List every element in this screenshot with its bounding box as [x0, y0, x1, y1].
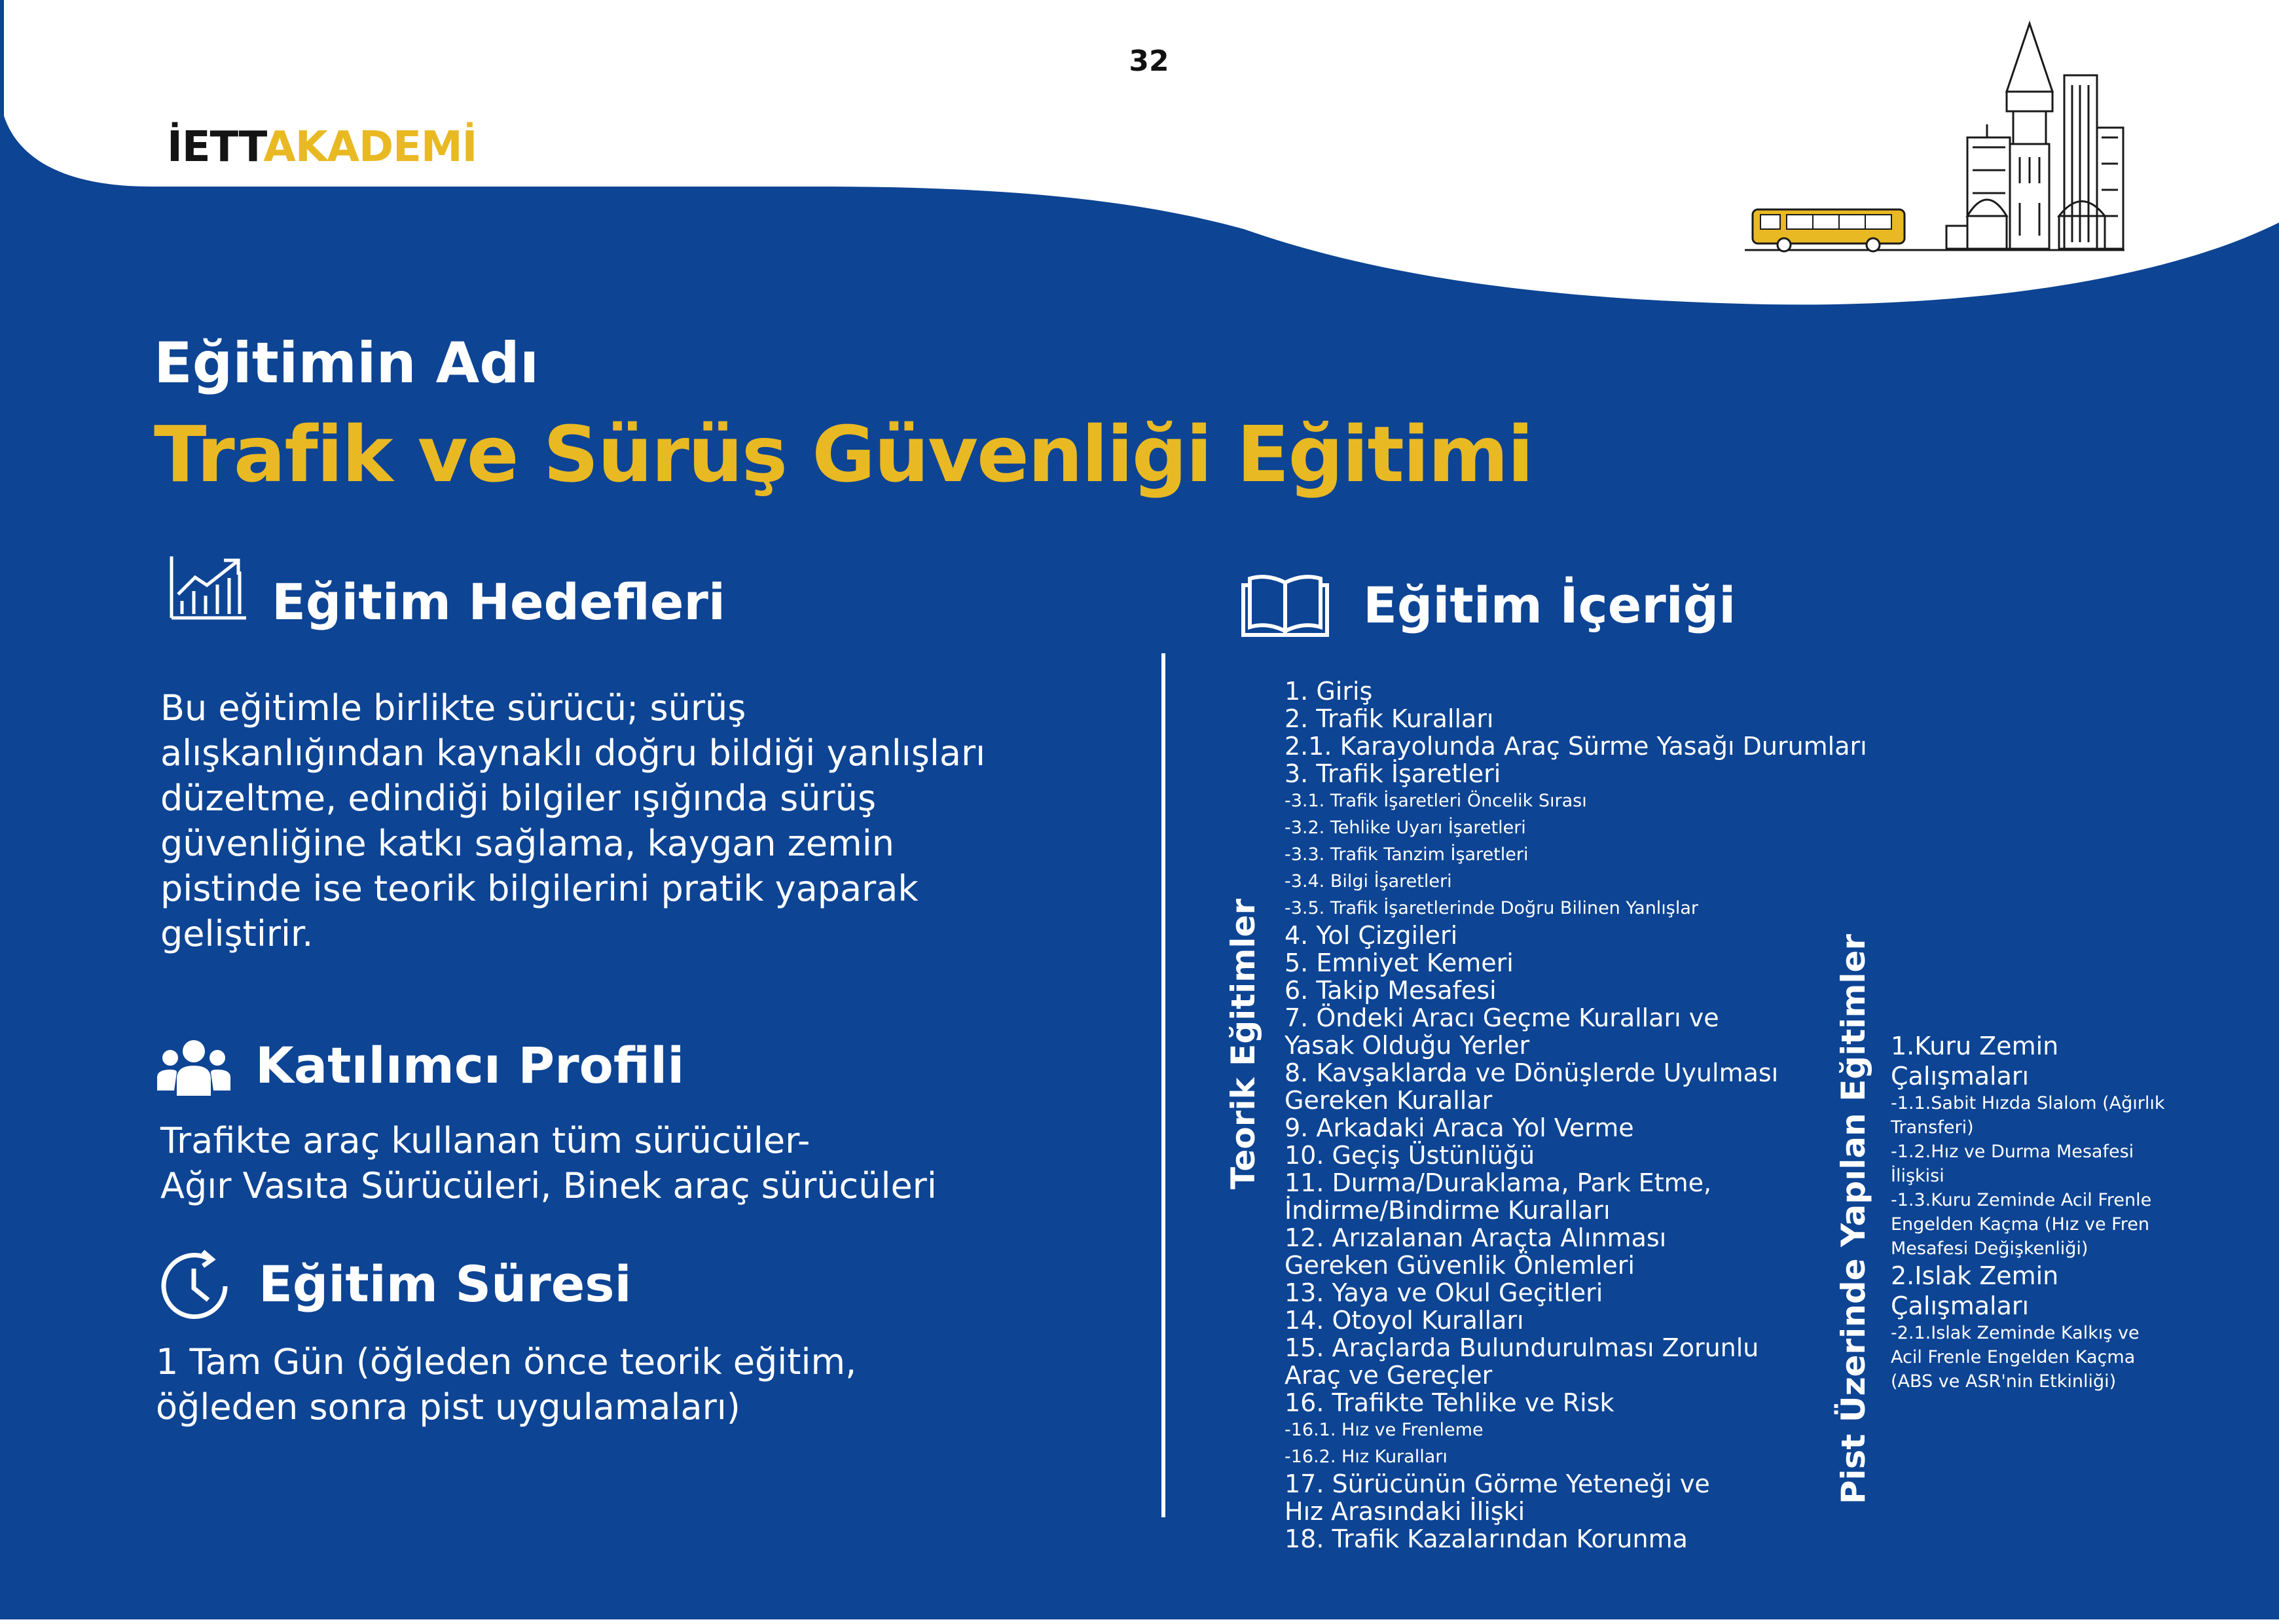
city-skyline-bus-illustration — [1745, 20, 2124, 255]
content-item: 1. Giriş — [1285, 677, 1373, 706]
training-title: Trafik ve Sürüş Güvenliği Eğitimi — [154, 409, 1533, 499]
content-item: -16.1. Hız ve Frenleme — [1285, 1420, 1484, 1440]
content-item: 2.1. Karayolunda Araç Sürme Yasağı Durumları — [1285, 732, 1867, 761]
content-item: Araç ve Gereçler — [1285, 1361, 1493, 1390]
goals-paragraph — [160, 685, 985, 956]
participants-line: Trafikte araç kullanan tüm sürücüler- — [160, 1120, 811, 1161]
participants-heading: Katılımcı Profili — [255, 1036, 685, 1094]
content-item: 17. Sürücünün Görme Yeteneği ve — [1285, 1470, 1710, 1498]
content-item: 15. Araçlarda Bulundurulması Zorunlu — [1285, 1333, 1759, 1362]
track-items-list — [1891, 1031, 2244, 1394]
content-item: -1.1.Sabit Hızda Slalom (Ağırlık — [1891, 1093, 2165, 1113]
participants-line: Ağır Vasıta Sürücüleri, Binek araç sürücüleri — [160, 1165, 937, 1206]
track-training-label: Pist Üzerinde Yapılan Eğitimler — [1834, 933, 1872, 1504]
content-item: İlişkisi — [1891, 1166, 1944, 1186]
duration-line: öğleden sonra pist uygulamaları) — [156, 1386, 740, 1428]
iett-akademi-logo — [167, 123, 477, 171]
content-item: (ABS ve ASR'nin Etkinliği) — [1891, 1371, 2117, 1392]
content-item: 18. Trafik Kazalarından Korunma — [1285, 1525, 1688, 1553]
content-item: Acil Frenle Engelden Kaçma — [1891, 1347, 2136, 1367]
content-item: -16.2. Hız Kuralları — [1285, 1447, 1448, 1467]
page-number: 32 — [1129, 45, 1169, 78]
content-item: 14. Otoyol Kuralları — [1285, 1306, 1524, 1335]
clock-icon — [157, 1248, 234, 1325]
content-item: Transferi) — [1891, 1117, 1974, 1138]
content-item: Hız Arasındaki İlişki — [1285, 1497, 1525, 1526]
content-item: 13. Yaya ve Okul Geçitleri — [1285, 1278, 1603, 1307]
content-item: Gereken Güvenlik Önlemleri — [1285, 1251, 1635, 1280]
goals-line: güvenliğine katkı sağlama, kaygan zemin — [160, 823, 894, 864]
content-item: -3.1. Trafik İşaretleri Öncelik Sırası — [1285, 791, 1587, 811]
content-item: Mesafesi Değişkenliği) — [1891, 1238, 2088, 1259]
content-item: 3. Trafik İşaretleri — [1285, 759, 1501, 788]
content-item: -1.2.Hız ve Durma Mesafesi — [1891, 1142, 2134, 1162]
content-item: Yasak Olduğu Yerler — [1285, 1031, 1530, 1060]
content-item: 8. Kavşaklarda ve Dönüşlerde Uyulması — [1285, 1058, 1779, 1087]
goals-line: pistinde ise teorik bilgilerini pratik yaparak — [160, 868, 919, 909]
content-item: -3.2. Tehlike Uyarı İşaretleri — [1285, 818, 1526, 838]
logo-part-akademi: AKADEMİ — [263, 123, 477, 171]
duration-paragraph — [156, 1339, 856, 1430]
content-item: 2.Islak Zemin — [1891, 1261, 2059, 1290]
content-item: Engelden Kaçma (Hız ve Fren — [1891, 1214, 2149, 1235]
content-item: 5. Emniyet Kemeri — [1285, 948, 1514, 977]
content-item: 10. Geçiş Üstünlüğü — [1285, 1141, 1535, 1170]
content-item: -3.4. Bilgi İşaretleri — [1285, 871, 1452, 892]
goals-line: alışkanlığından kaynaklı doğru bildiği yanlışları — [160, 732, 986, 774]
goals-heading: Eğitim Hedefleri — [272, 573, 725, 631]
duration-heading: Eğitim Süresi — [259, 1255, 632, 1313]
logo-part-iett: İETT — [167, 123, 264, 171]
content-item: -3.5. Trafik İşaretlerinde Doğru Bilinen Yanlışlar — [1285, 898, 1699, 918]
chart-growth-icon — [169, 555, 247, 621]
content-item: Çalışmaları — [1891, 1062, 2030, 1091]
content-item: 6. Takip Mesafesi — [1285, 976, 1497, 1005]
theory-items-list — [1285, 677, 1939, 1553]
content-heading: Eğitim İçeriği — [1363, 576, 1736, 634]
content-item: Gereken Kurallar — [1285, 1086, 1493, 1115]
training-name-label: Eğitimin Adı — [154, 331, 539, 396]
content-item: -3.3. Trafik Tanzim İşaretleri — [1285, 844, 1529, 865]
content-item: İndirme/Bindirme Kuralları — [1285, 1196, 1611, 1225]
content-item: 12. Arızalanan Araçta Alınması — [1285, 1223, 1667, 1252]
content-item: 2. Trafik Kuralları — [1285, 704, 1494, 733]
content-item: Çalışmaları — [1891, 1291, 2030, 1320]
goals-line: Bu eğitimle birlikte sürücü; sürüş — [160, 687, 746, 729]
participants-paragraph — [160, 1118, 937, 1208]
duration-line: 1 Tam Gün (öğleden önce teorik eğitim, — [156, 1341, 857, 1382]
content-item: 7. Öndeki Aracı Geçme Kuralları ve — [1285, 1003, 1719, 1032]
open-book-icon — [1241, 571, 1330, 639]
content-item: 4. Yol Çizgileri — [1285, 921, 1458, 950]
column-divider — [1161, 653, 1165, 1517]
goals-line: geliştirir. — [160, 913, 314, 954]
content-item: -1.3.Kuru Zeminde Acil Frenle — [1891, 1190, 2152, 1210]
bottom-strip — [0, 1619, 2279, 1624]
content-item: 1.Kuru Zemin — [1891, 1032, 2059, 1060]
content-item: -2.1.Islak Zeminde Kalkış ve — [1891, 1323, 2140, 1343]
content-item: 16. Trafikte Tehlike ve Risk — [1285, 1388, 1614, 1417]
theory-training-label: Teorik Eğitimler — [1224, 898, 1262, 1189]
goals-line: düzeltme, edindiği bilgiler ışığında sürüş — [160, 778, 877, 819]
people-group-icon — [157, 1038, 230, 1097]
content-item: 9. Arkadaki Araca Yol Verme — [1285, 1113, 1634, 1142]
content-item: 11. Durma/Duraklama, Park Etme, — [1285, 1168, 1712, 1197]
